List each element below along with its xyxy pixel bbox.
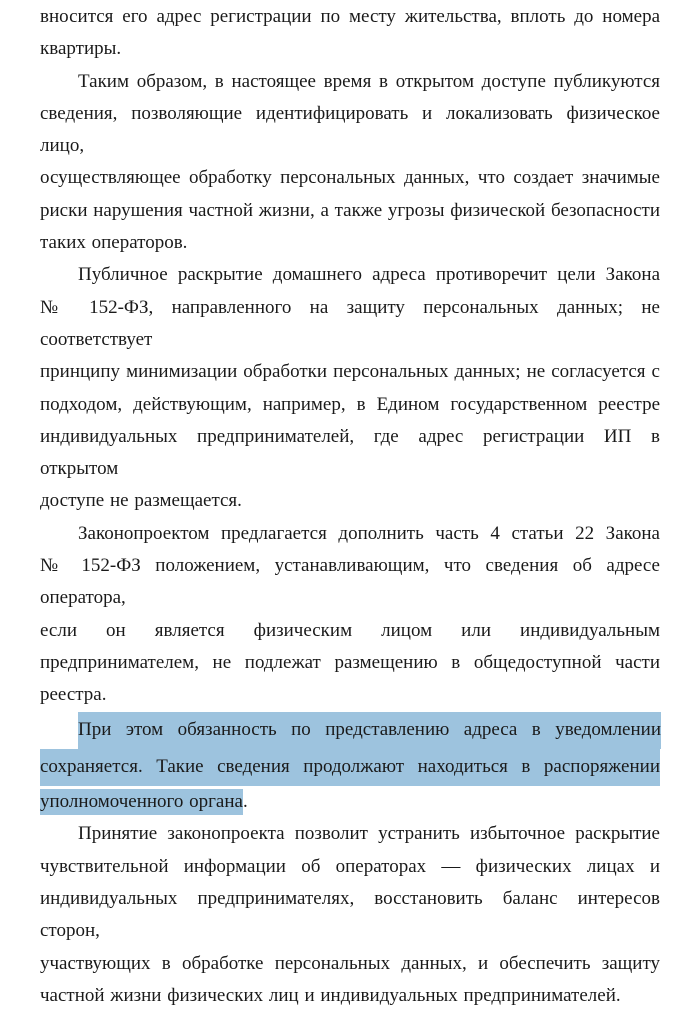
text-line: сведения, позволяющие идентифицировать и локализовать физическое лицо,	[40, 102, 660, 157]
text-line: индивидуальных предпринимателей, где адрес регистрации ИП в открытом	[40, 425, 660, 480]
trailing-period: .	[242, 791, 248, 813]
text-line: подходом, действующим, например, в Едином государственном реестре	[40, 393, 660, 415]
text-line: Принятие законопроекта позволит устранить избыточное раскрытие	[78, 823, 660, 845]
text-line: № 152-ФЗ положением, устанавливающим, что сведения об адресе оператора,	[40, 555, 660, 609]
text-line: осуществляющее обработку персональных данных, что создает значимые	[40, 167, 660, 189]
text-line: чувствительной информации об операторах — физических лицах и	[40, 855, 660, 877]
selection-highlight[interactable]: При этом обязанность по представлению адреса в уведомлении	[78, 712, 661, 749]
text-line: индивидуальных предпринимателях, восстановить баланс интересов сторон,	[40, 888, 660, 942]
text-line: Законопроектом предлагается дополнить часть 4 статьи 22 Закона	[78, 522, 660, 544]
text-line: таких операторов.	[40, 232, 188, 254]
paragraph-3	[40, 259, 660, 517]
text-line: реестра.	[40, 684, 107, 706]
text-line: частной жизни физических лиц и индивидуальных предпринимателей.	[40, 984, 621, 1006]
text-line: Таким образом, в настоящее время в открытом доступе публикуются	[78, 70, 660, 92]
paragraph-5-selected[interactable]	[40, 712, 660, 819]
text-line[interactable]	[40, 786, 660, 818]
paragraph-6	[40, 818, 660, 1012]
text-line[interactable]	[40, 712, 660, 749]
document-page	[40, 1, 660, 1012]
text-line[interactable]	[40, 749, 660, 786]
selection-highlight[interactable]: сохраняется. Такие сведения продолжают находиться в распоряжении	[40, 749, 660, 786]
paragraph-1	[40, 1, 660, 66]
text-line: Публичное раскрытие домашнего адреса противоречит цели Закона	[78, 264, 660, 286]
text-line: вносится его адрес регистрации по месту жительства, вплоть до номера	[40, 6, 660, 27]
text-line: № 152-ФЗ, направленного на защиту персональных данных; не соответствует	[40, 296, 660, 350]
text-line: квартиры.	[40, 38, 122, 60]
selection-highlight[interactable]: уполномоченного органа	[40, 789, 243, 815]
paragraph-2	[40, 66, 660, 260]
paragraph-4	[40, 518, 660, 712]
text-line: риски нарушения частной жизни, а также угрозы физической безопасности	[40, 199, 660, 221]
text-line: если он является физическим лицом или индивидуальным	[40, 619, 660, 641]
text-line: принципу минимизации обработки персональных данных; не согласуется с	[40, 361, 660, 383]
text-line: участвующих в обработке персональных данных, и обеспечить защиту	[40, 952, 660, 974]
text-line: предпринимателем, не подлежат размещению в общедоступной части	[40, 651, 660, 673]
text-line: доступе не размещается.	[40, 490, 242, 512]
